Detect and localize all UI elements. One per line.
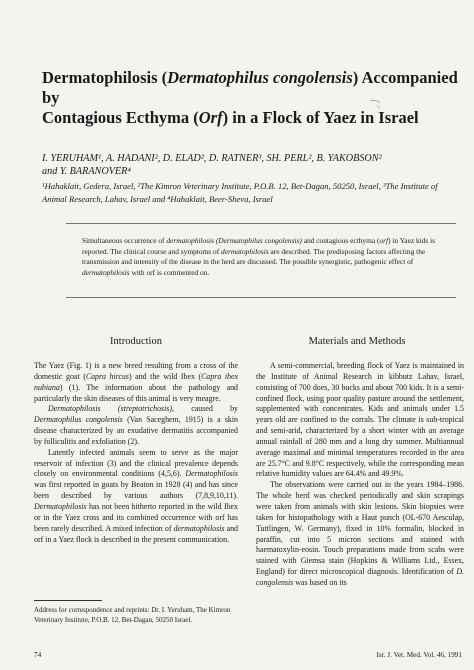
abstract-rule-bottom bbox=[66, 297, 456, 298]
intro-paragraph-1: The Yaez (Fig. 1) is a new breed resulting from a cross of the domestic goat (Capra hircus) and the wild Ibex (Capra ibex nubiana) (1). The information about the pathology and particularly the skin diseases of this animal is very meagre. bbox=[34, 361, 239, 403]
methods-paragraph-1: A semi-commercial, breeding flock of Yaez is maintained in the Institute of Animal Research in kibbutz Lahav, Israel, consisting of 700 does, 30 bucks and about 700 kids. It is a semi-confined flock, using poor quality pasture around the settlement, supplemented with concentrates. Kids and animals under 1.5 years old are confined to the corrals. The climate is sub-tropical and semi-arid, characterized by a short winter with an average annual rainfall of 280 mm and a long dry summer. Multiannual average maximal and minimal temperatures recorded in the area are 25.7°C and 9.8°C respectively, while the corresponding mean relative humidity values are 64.4% and 49.9%. bbox=[256, 361, 464, 479]
author-list: I. YERUHAM¹, A. HADANI², D. ELAD², D. RATNER³, SH. PERL², B. YAKOBSON² and Y. BARANOVER⁴ bbox=[42, 153, 382, 177]
journal-reference: Isr. J. Vet. Med. Vol. 46, 1991 bbox=[376, 651, 462, 659]
title-line-1: Dermatophilosis (Dermatophilus congolensis) Accompanied by bbox=[42, 68, 458, 107]
methods-paragraph-2: The observations were carried out in the years 1984–1986. The whole herd was checked periodically and skin scrapings were taken from animals with skin lesions. Skin biopsies were taken for histopathology with a Haut punch (OL-670 Aesculap, Tuttlingen, W. Germany), fixed in 10% formalin, blocked in paraffin, cut into 5 micron sections and stained with haematoxylin-eosin. Touch preparations made from scabs were stained with Giemsa stain (Hopkins & Williams Ltd., Essex, England) for direct microscopical diagnosis. Identification of D. congolensis was based on its bbox=[256, 480, 464, 587]
introduction-column bbox=[34, 361, 238, 545]
methods-heading: Materials and Methods bbox=[308, 336, 406, 347]
stray-pen-mark bbox=[368, 98, 384, 112]
article-title bbox=[42, 68, 462, 128]
footnote-rule bbox=[34, 600, 102, 601]
abstract-rule-top bbox=[66, 223, 456, 224]
introduction-heading: Introduction bbox=[110, 336, 162, 347]
abstract: Simultaneous occurrence of dermatophilosis (Dermatophilus congolensis) and contagious ecthyma (orf) in Yaez kids is reported. The clinical course and symptoms of dermatophilosis are described. The predisposing factors affecting the transmission and intensity of the disease in the herd are discussed. The possible synergistic, pathogenic effect of dermatophilosis with orf is commented on. bbox=[82, 236, 436, 277]
author-affiliations: ¹Hahaklait, Gedera, Israel, ²The Kimron Veterinary Institute, P.O.B. 12, Bet-Dagan, 50250, Israel, ³The Institute of Animal Research, Lahav, Israel and ⁴Hahaklait, Beer-Sheva, Israel bbox=[42, 181, 438, 204]
intro-paragraph-3: Latently infected animals seem to serve as the major reservoir of infection (3) and the clinical prevalence depends closely on environmental conditions (4,5,6). Dermatophilosis was first reported in goats by Beaton in 1928 (4) and has since been described by various authors (7,8,9,10,11). Dermatophilosis has not been hitherto reported in the wild Ibex or in the Yaez cross and its combined occurrence with orf has been rarely described. A mixed infection of dermatophilosis and orf in a Yaez flock is described in the present communication. bbox=[34, 447, 238, 544]
page-number: 74 bbox=[34, 651, 42, 659]
correspondence-footnote: Address for correspondence and reprints: Dr. I. Yeruham, The Kimron Veterinary Institute, P.O.B. 12, Bet-Dagan, 50250 Israel. bbox=[34, 606, 231, 624]
intro-paragraph-2: Dermatophilosis (streptotrichosis), caused by Dermatophilus congolensis (Van Saceghem, 1915) is a skin disease characterized by an exudative dermatitis accompanied by folliculitis and exfoliation (2). bbox=[34, 404, 238, 446]
methods-column bbox=[256, 361, 464, 589]
title-line-2: Contagious Ecthyma (Orf) in a Flock of Yaez in Israel bbox=[42, 108, 419, 127]
